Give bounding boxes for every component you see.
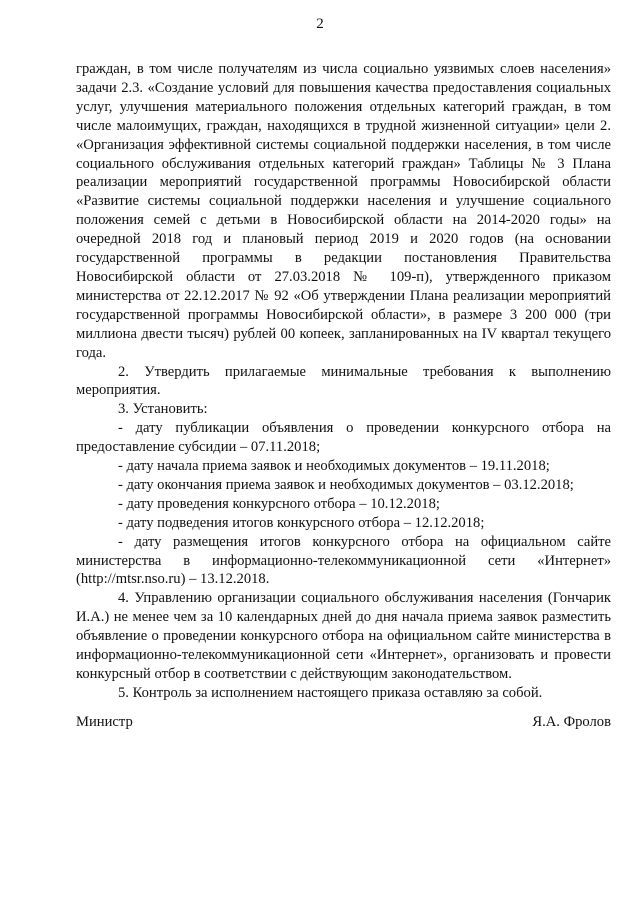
list-item-publication-date: - дату публикации объявления о проведении конкурсного отбора на предоставление субсидии – 07.11.2018; <box>76 420 611 456</box>
paragraph-continuation: граждан, в том числе получателям из числа социально уязвимых слоев населения» задачи 2.3. «Создание условий для повышения качества предоставления социальных услуг, улучшения материального положения отдельных категорий граждан, в том числе малоимущих, граждан, находящихся в трудной жизненной ситуации» цели 2. «Организация эффективной системы социальной поддержки населения, в том числе социального обслуживания отдельных категорий граждан» Таблицы № 3 Плана реализации мероприятий государственной программы Новосибирской области «Развитие системы социальной поддержки населения и улучшение социального положения семей с детьми в Новосибирской области на 2014-2020 годы» на очередной 2018 год и плановый период 2019 и 2020 годов (на основании государственной программы в редакции постановления Правительства Новосибирской области от 27.03.2018 № 109-п), утвержденного приказом министерства от 22.12.2017 № 92 «Об утверждении Плана реализации мероприятий государственной программы Новосибирской области», в размере 3 200 000 (три миллиона двести тысяч) рублей 00 копеек, запланированных на IV квартал текущего года. <box>76 61 611 361</box>
paragraph-item-4: 4. Управлению организации социального обслуживания населения (Гончарик И.А.) не менее чем за 10 календарных дней до дня начала приема заявок разместить объявление о проведении конкурсного отбора на официальном сайте министерства в информационно-телекоммуникационной сети «Интернет», организовать и провести конкурсный отбор в соответствии с действующим законодательством. <box>76 590 611 682</box>
paragraph-item-2: 2. Утвердить прилагаемые минимальные требования к выполнению мероприятия. <box>76 363 611 399</box>
paragraph-item-5: 5. Контроль за исполнением настоящего приказа оставляю за собой. <box>118 684 543 701</box>
signatory-position: Министр <box>76 714 133 730</box>
list-item-start-date: - дату начала приема заявок и необходимых документов – 19.11.2018; <box>118 458 550 475</box>
document-body <box>76 60 611 703</box>
signature-block <box>76 713 611 732</box>
list-item-publish-results-date: - дату размещения итогов конкурсного отбора на официальном сайте министерства в информационно-телекоммуникационной сети «Интернет» (http://mtsr.nso.ru) – 13.12.2018. <box>76 533 611 588</box>
list-item-end-date: - дату окончания приема заявок и необходимых документов – 03.12.2018; <box>118 476 574 493</box>
page-number: 2 <box>316 16 324 32</box>
signatory-name: Я.А. Фролов <box>532 714 611 730</box>
list-item-results-date: - дату подведения итогов конкурсного отбора – 12.12.2018; <box>118 514 485 531</box>
list-item-selection-date: - дату проведения конкурсного отбора – 10.12.2018; <box>118 495 440 512</box>
paragraph-item-3: 3. Установить: <box>118 401 208 418</box>
